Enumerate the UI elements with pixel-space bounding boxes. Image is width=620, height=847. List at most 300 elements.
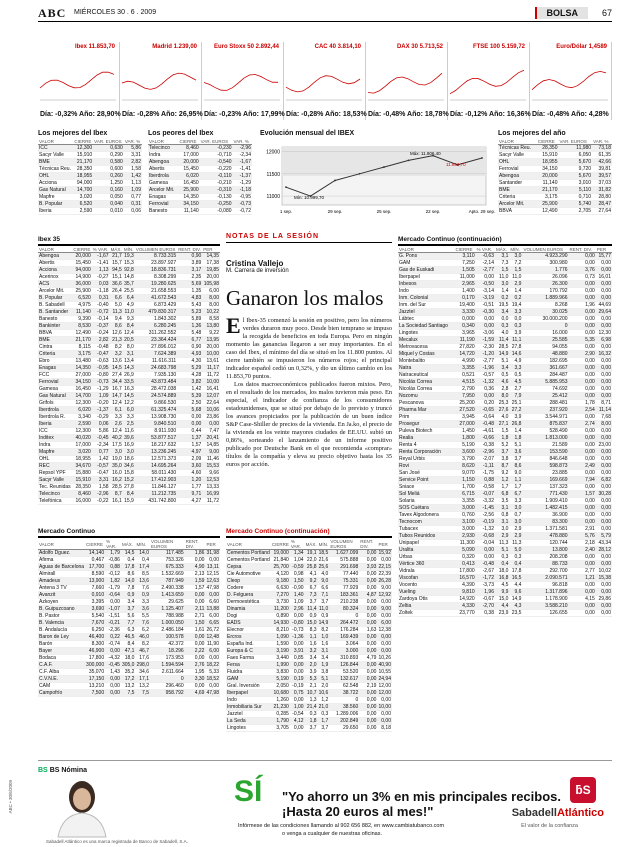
table-cell: 15,450 bbox=[178, 166, 199, 173]
table-cell: 0,00 bbox=[596, 582, 612, 589]
table-cell: 0,00 bbox=[105, 683, 121, 690]
table-cell: -0,24 bbox=[92, 330, 110, 337]
table-cell: 0,00 bbox=[569, 414, 596, 421]
table-cell: 6,6 bbox=[110, 295, 123, 302]
table-cell: 3,705 bbox=[271, 725, 290, 732]
table-cell: 0,00 bbox=[569, 323, 596, 330]
table-cell: 3,440 bbox=[271, 655, 290, 662]
table-cell: 16.000 bbox=[522, 330, 568, 337]
table-cell: 0,710 bbox=[558, 194, 592, 201]
table-cell: 3,7 bbox=[318, 725, 330, 732]
table-cell: 15,880 bbox=[72, 470, 91, 477]
table-cell: 1,790 bbox=[271, 718, 290, 725]
table-cell: 4,90 bbox=[185, 564, 206, 571]
table-cell: 17,800 bbox=[85, 655, 105, 662]
table-cell: 0,00 bbox=[596, 512, 612, 519]
table-cell: 0,00 bbox=[596, 323, 612, 330]
column-header: % VAR. bbox=[476, 247, 495, 253]
table-cell: Bankinter bbox=[38, 323, 72, 330]
table-cell: 6,630 bbox=[271, 585, 290, 592]
table-cell: 3,30 bbox=[185, 676, 206, 683]
table-cell: 9,6 bbox=[509, 589, 522, 596]
table-cell: 3,340 bbox=[72, 414, 91, 421]
table-cell: -2,67 bbox=[476, 568, 495, 575]
table-row bbox=[38, 599, 220, 606]
table-cell: 5,190 bbox=[455, 442, 476, 449]
table-cell: B. Pastor bbox=[38, 613, 85, 620]
table-cell: 24.574.889 bbox=[135, 393, 177, 400]
table-row bbox=[38, 435, 220, 442]
table-cell: 28,5 bbox=[110, 484, 123, 491]
table-cell: 0,00 bbox=[177, 421, 202, 428]
table-row bbox=[398, 414, 612, 421]
index-day-var: Día: -0,23% bbox=[204, 111, 242, 118]
table-cell: 12,490 bbox=[72, 330, 91, 337]
table-cell: Zeltia bbox=[398, 603, 455, 610]
table-cell: 74.692 bbox=[522, 386, 568, 393]
table-cell: 7,270 bbox=[271, 592, 290, 599]
table-cell: 3,3 bbox=[135, 599, 150, 606]
table-cell: 5,33 bbox=[205, 669, 220, 676]
table-cell: 0,00 bbox=[476, 274, 495, 281]
table-cell: Mecalux bbox=[398, 337, 455, 344]
index-sparkline-line bbox=[286, 76, 360, 92]
table-cell: 0,03 bbox=[92, 281, 110, 288]
table-cell: BME bbox=[38, 337, 72, 344]
table-cell: 1,79 bbox=[105, 550, 121, 557]
table-cell: 3,010 bbox=[558, 180, 592, 187]
table-cell: 176.284 bbox=[329, 627, 359, 634]
table-cell: 1,82 bbox=[105, 578, 121, 585]
table-cell: 10,00 bbox=[202, 351, 220, 358]
table-cell: -3,73 bbox=[476, 582, 495, 589]
table-cell: 8,2 bbox=[318, 627, 330, 634]
table-cell: BBVA bbox=[38, 330, 72, 337]
index-year-var: Año: 26,95% bbox=[159, 111, 203, 118]
table-cell: 0,00 bbox=[359, 711, 377, 718]
table-cell: 6,98 bbox=[596, 337, 612, 344]
table-cell: 14,5 bbox=[110, 365, 123, 372]
table-cell: 1,61 bbox=[185, 627, 206, 634]
table-cell: -2,96 bbox=[476, 449, 495, 456]
table-row bbox=[38, 187, 142, 194]
table-row bbox=[226, 634, 392, 641]
table-cell: 10,22 bbox=[202, 309, 220, 316]
table-cell: 14,7 bbox=[110, 393, 123, 400]
table-cell: 3,2 bbox=[110, 351, 123, 358]
bs-logo-icon: BS bbox=[38, 767, 48, 774]
index-variation bbox=[530, 111, 611, 118]
worst-day-title: Los peores del Ibex bbox=[148, 130, 214, 137]
column-header: CIERRE bbox=[73, 247, 91, 252]
table-cell: Tubos Reunidos bbox=[398, 533, 455, 540]
table-cell: 34,670 bbox=[72, 463, 91, 470]
table-cell: Jazztel bbox=[398, 309, 455, 316]
table-cell: 169.439 bbox=[329, 634, 359, 641]
table-cell: 0,00 bbox=[202, 421, 220, 428]
table-cell: 3.588.210 bbox=[522, 603, 568, 610]
column-header: VAR. EUROS bbox=[558, 139, 592, 145]
table-cell: 12,490 bbox=[537, 208, 559, 215]
table-cell: 0 bbox=[329, 613, 359, 620]
table-row bbox=[38, 166, 142, 173]
table-row bbox=[398, 589, 612, 596]
table-cell: -0,65 bbox=[476, 407, 495, 414]
table-cell: 9,22 bbox=[202, 330, 220, 337]
index-name: Euro Stoxx 50 2.892,44 bbox=[213, 44, 279, 50]
table-cell: Sniace bbox=[398, 484, 455, 491]
table-cell: -2,70 bbox=[476, 603, 495, 610]
table-cell: -0,30 bbox=[476, 309, 495, 316]
mercado-continuo-panel bbox=[38, 528, 220, 697]
table-cell: 3,60 bbox=[177, 463, 202, 470]
table-cell: 5,35 bbox=[569, 337, 596, 344]
table-cell: 10,00 bbox=[378, 704, 391, 710]
table-cell: 3,600 bbox=[455, 449, 476, 456]
table-cell: 0,050 bbox=[93, 194, 124, 201]
chart-point bbox=[334, 180, 336, 182]
table-cell: 2,76 bbox=[185, 662, 206, 669]
table-row bbox=[398, 295, 612, 302]
table-cell: 0,890 bbox=[271, 613, 290, 620]
table-cell: 12,30 bbox=[596, 330, 612, 337]
table-cell: 2,0 bbox=[318, 683, 330, 690]
table-cell: -0,64 bbox=[476, 414, 495, 421]
table-cell: 0,4 bbox=[121, 557, 136, 564]
table-cell: 0,00 bbox=[569, 330, 596, 337]
table-cell: 0,00 bbox=[596, 463, 612, 470]
table-cell: 3,000 bbox=[455, 526, 476, 533]
table-cell: 310.893 bbox=[329, 655, 359, 662]
table-row bbox=[398, 400, 612, 407]
table-cell: 11,0 bbox=[318, 606, 329, 612]
table-cell: 3,730 bbox=[271, 599, 290, 606]
table-cell: 20,00 bbox=[202, 344, 220, 351]
table-cell: 1.000.050 bbox=[150, 620, 185, 627]
table-cell: 27,2 bbox=[509, 407, 522, 414]
table-cell: 0,00 bbox=[359, 648, 377, 655]
table-cell: 3,4 bbox=[318, 655, 330, 662]
table-cell: 44,69 bbox=[596, 302, 612, 309]
table-cell: 0,00 bbox=[359, 718, 377, 725]
table-cell: 4,0 bbox=[495, 414, 509, 421]
index-sparkline-line bbox=[368, 73, 442, 93]
table-cell: 1.482.415 bbox=[522, 505, 568, 512]
table-cell: 25,6 bbox=[318, 564, 329, 570]
article-paragraph: El Ibex-35 comenzó la sesión en positivo, pero los números verdes duraron muy poco. Desde bien temprano se impuso la recogida de beneficios en toda Europa. Pero en ningún momento las ganancias llegaron a ser muy importantes. En el caso del Ibex, el mínimo del día se situó en los 11.800 puntos. Al cierre también se impusieron los números rojos; el principal indicador español cedió un 0,32%, y dio un último cambio en los 11.853,70 puntos. bbox=[226, 313, 392, 380]
table-cell: 8.308.299 bbox=[135, 274, 177, 281]
table-cell: 13,61 bbox=[202, 358, 220, 365]
table-cell: 0,00 bbox=[205, 592, 220, 599]
table-cell: -0,51 bbox=[476, 302, 495, 309]
table-cell: BME bbox=[498, 187, 537, 194]
ad-slogan: El valor de la confianza bbox=[521, 823, 578, 829]
table-row bbox=[148, 208, 252, 215]
table-cell: -2,77 bbox=[476, 358, 495, 365]
table-cell: 0,00 bbox=[596, 260, 612, 267]
table-cell: 0,3 bbox=[509, 323, 522, 330]
table-cell: 13,2 bbox=[121, 683, 136, 690]
table-cell: 0,600 bbox=[93, 166, 124, 173]
table-cell: 3,0 bbox=[495, 526, 509, 533]
table-cell: 6,020 bbox=[178, 173, 199, 180]
table-cell: -0,73 bbox=[290, 627, 305, 634]
table-cell: -0,72 bbox=[233, 208, 252, 215]
table-cell: -0,04 bbox=[476, 540, 495, 547]
chart-x-tick-label: 29 sep. bbox=[327, 209, 343, 214]
table-cell: 0,00 bbox=[596, 561, 612, 568]
table-cell: 0,00 bbox=[359, 676, 377, 683]
table-cell: Ferrovial bbox=[38, 379, 72, 386]
table-cell: 0,31 bbox=[92, 295, 110, 302]
table-cell: D. Felguera bbox=[226, 592, 271, 599]
table-cell: 1,42 bbox=[92, 456, 110, 463]
table-cell: 300.980 bbox=[522, 260, 568, 267]
table-cell: -0,710 bbox=[200, 152, 233, 159]
table-cell: Sacyr Valle bbox=[38, 152, 73, 159]
table-cell: 0,00 bbox=[569, 561, 596, 568]
table-cell: 17,800 bbox=[455, 568, 476, 575]
table-cell: 1,34 bbox=[290, 550, 305, 557]
table-cell: 305,0 bbox=[121, 662, 135, 668]
table-row bbox=[38, 592, 220, 599]
best-year-table bbox=[498, 139, 612, 215]
table-cell: 39,81 bbox=[592, 166, 612, 173]
table-cell: 0,00 bbox=[105, 690, 121, 697]
table-cell: 0,00 bbox=[377, 557, 392, 564]
table-cell: 8,460 bbox=[178, 145, 199, 152]
table-cell: Vértice 360 bbox=[398, 561, 455, 568]
table-cell: 0,00 bbox=[569, 393, 596, 400]
table-cell: 117.485 bbox=[150, 550, 185, 557]
table-cell: -0,45 bbox=[92, 435, 110, 442]
table-cell: 16,99 bbox=[202, 491, 220, 498]
table-cell: Natra bbox=[398, 365, 455, 372]
table-cell: 25.585 bbox=[522, 337, 568, 344]
table-cell: 28,350 bbox=[72, 484, 91, 491]
table-row bbox=[148, 145, 252, 152]
table-cell: -1,29 bbox=[233, 180, 252, 187]
best-year-title: Los mejores del año bbox=[498, 130, 566, 137]
table-cell: 88.733 bbox=[522, 561, 568, 568]
table-cell: 0,00 bbox=[569, 428, 596, 435]
table-cell: -1,59 bbox=[476, 337, 495, 344]
side-code: ABC • 30/6/2009 bbox=[8, 780, 13, 814]
table-cell: 0,9 bbox=[305, 613, 318, 620]
column-header: % VAR. bbox=[92, 247, 109, 252]
table-cell: 17,2 bbox=[121, 676, 136, 683]
table-cell: 0,00 bbox=[596, 386, 612, 393]
table-cell: 0,00 bbox=[596, 449, 612, 456]
table-cell: -0,48 bbox=[92, 344, 110, 351]
table-cell: -0,110 bbox=[200, 173, 233, 180]
table-cell: 1,96 bbox=[476, 589, 495, 596]
table-cell: -1,96 bbox=[476, 365, 495, 372]
table-cell: 31,82 bbox=[592, 187, 612, 194]
table-cell: 3,0 bbox=[509, 505, 522, 512]
table-cell: 13,480 bbox=[72, 358, 91, 365]
table-cell: Realia bbox=[398, 435, 455, 442]
table-cell: 182.695 bbox=[522, 358, 568, 365]
table-cell: 1,505 bbox=[455, 267, 476, 274]
table-cell: 3,4 bbox=[495, 365, 509, 372]
table-cell: Reyal Urbis bbox=[398, 456, 455, 463]
table-cell: OHL bbox=[498, 159, 537, 166]
table-cell: SOS Cuétara bbox=[398, 505, 455, 512]
table-cell: 3,5 bbox=[495, 498, 509, 505]
table-cell: Montebalito bbox=[398, 358, 455, 365]
table-cell: 8,7 bbox=[110, 491, 123, 498]
table-cell: 11,000 bbox=[455, 274, 476, 281]
table-cell: 2,590 bbox=[73, 208, 93, 215]
table-cell: 8,0 bbox=[495, 393, 509, 400]
index-box bbox=[366, 42, 448, 120]
table-cell: 58.011.430 bbox=[135, 470, 177, 477]
table-cell: -0,230 bbox=[200, 145, 233, 152]
table-cell: 14,9 bbox=[495, 351, 509, 358]
table-cell: 0,00 bbox=[185, 683, 206, 690]
table-cell: -0,22 bbox=[92, 498, 110, 505]
table-cell: 7,7 bbox=[121, 620, 136, 627]
chart-min-label: Mín: 10.999,70 bbox=[294, 195, 325, 200]
table-cell: ICC bbox=[38, 428, 72, 435]
index-sparkline-line bbox=[532, 71, 606, 89]
monthly-line-chart bbox=[260, 139, 496, 219]
table-cell: 0,00 bbox=[377, 599, 392, 606]
table-cell: 2,9 bbox=[509, 526, 522, 533]
best-day-title: Los mejores del Ibex bbox=[38, 130, 108, 137]
table-cell: 1,36 bbox=[177, 323, 202, 330]
table-cell: 3,690 bbox=[85, 606, 105, 613]
table-cell: 3,3 bbox=[123, 414, 135, 421]
table-cell: -0,54 bbox=[290, 711, 305, 718]
index-box bbox=[120, 42, 202, 120]
table-cell: 62.548 bbox=[329, 683, 359, 690]
chart-point bbox=[285, 186, 287, 188]
table-cell: FCC bbox=[38, 372, 72, 379]
table-cell: Abertis bbox=[148, 166, 178, 173]
table-cell: 26.096 bbox=[522, 274, 568, 281]
table-cell: 7,670 bbox=[85, 620, 105, 627]
table-cell: 3,020 bbox=[72, 449, 91, 456]
table-cell: 29.625 bbox=[150, 599, 185, 606]
table-cell: 1,95 bbox=[185, 669, 206, 676]
table-cell: 0,00 bbox=[359, 613, 377, 620]
table-cell: B. Santander bbox=[38, 309, 72, 316]
table-cell: 0,00 bbox=[596, 393, 612, 400]
table-cell: -0,20 bbox=[92, 400, 110, 407]
table-cell: 8,460 bbox=[72, 491, 91, 498]
table-cell: 3,9 bbox=[509, 330, 522, 337]
table-cell: 21.589 bbox=[522, 442, 568, 449]
table-cell: 2,77 bbox=[569, 568, 596, 575]
table-cell: -1,45 bbox=[476, 505, 495, 512]
index-name: Euro/Dólar 1,4589 bbox=[556, 44, 607, 50]
index-sparkline bbox=[286, 54, 362, 102]
ad-promo-line2: ¡Hasta 20 euros al mes!" bbox=[282, 804, 434, 819]
table-cell: 3,7 bbox=[305, 599, 318, 606]
table-cell: 3,31 bbox=[92, 477, 110, 484]
table-cell: -0,72 bbox=[92, 309, 110, 316]
table-cell: G. Pons bbox=[398, 253, 455, 260]
table-cell: 6,520 bbox=[73, 201, 93, 208]
table-row bbox=[38, 274, 220, 281]
table-row bbox=[38, 379, 220, 386]
column-header: VAR. % bbox=[592, 139, 612, 145]
table-cell: 132.617 bbox=[329, 676, 359, 683]
table-cell: 19,000 bbox=[271, 550, 290, 557]
table-cell: 17,700 bbox=[85, 564, 105, 571]
table-cell: 1,400 bbox=[455, 288, 476, 295]
table-cell: Inm. Colonial bbox=[398, 295, 455, 302]
table-cell: Azkoyen bbox=[38, 599, 85, 606]
table-cell: 0,00 bbox=[359, 606, 377, 613]
table-cell: 0,00 bbox=[569, 309, 596, 316]
table-cell: 1,40 bbox=[290, 592, 305, 599]
table-cell: 1.178.900 bbox=[522, 596, 568, 603]
table-cell: 9,00 bbox=[202, 449, 220, 456]
table-cell: 2,82 bbox=[92, 337, 110, 344]
table-cell: 4,3 bbox=[509, 603, 522, 610]
table-row bbox=[38, 641, 220, 648]
table-cell: 1,59 bbox=[185, 578, 206, 585]
table-cell: 0,9 bbox=[318, 613, 330, 620]
table-cell: 1,43 bbox=[105, 669, 121, 676]
table-cell: 788.988 bbox=[150, 613, 185, 620]
table-cell: 0,00 bbox=[569, 582, 596, 589]
table-cell: 8,7 bbox=[495, 463, 509, 470]
table-cell: 0,00 bbox=[596, 288, 612, 295]
table-cell: 771.430 bbox=[522, 491, 568, 498]
table-cell: 11,980 bbox=[558, 145, 592, 152]
table-cell: -4,61 bbox=[476, 428, 495, 435]
table-cell: 17,1 bbox=[135, 676, 150, 683]
table-cell: 292.700 bbox=[522, 568, 568, 575]
table-cell: 2,965 bbox=[455, 281, 476, 288]
table-cell: 11.846.127 bbox=[135, 484, 177, 491]
table-cell: 46,400 bbox=[85, 634, 105, 641]
table-cell: 1,8 bbox=[495, 435, 509, 442]
table-cell: 1,6 bbox=[318, 641, 330, 648]
table-cell: Nicolás Correa bbox=[398, 386, 455, 393]
table-cell: 27,8 bbox=[509, 344, 522, 351]
table-cell: 25.412 bbox=[522, 393, 568, 400]
table-cell: 18,5 bbox=[318, 550, 329, 556]
index-day-var: Día: -0,48% bbox=[368, 111, 406, 118]
table-cell: 4,28 bbox=[177, 372, 202, 379]
table-cell: 13.800 bbox=[522, 547, 568, 554]
table-row bbox=[226, 592, 392, 599]
table-cell: 0,00 bbox=[377, 711, 392, 718]
table-cell: 14,8 bbox=[124, 274, 134, 280]
table-cell: -0,45 bbox=[105, 662, 121, 669]
table-cell: 6,00 bbox=[377, 620, 392, 627]
table-cell: 0,910 bbox=[85, 592, 105, 599]
table-cell: 38.722 bbox=[329, 690, 359, 697]
table-row bbox=[226, 599, 392, 606]
table-cell: 2,705 bbox=[558, 208, 592, 215]
table-cell: 36,6 bbox=[110, 281, 123, 288]
table-cell: 4,0 bbox=[495, 330, 509, 337]
column-header: CIERRE bbox=[178, 139, 199, 145]
table-cell: 18.217.632 bbox=[135, 442, 177, 449]
table-row bbox=[398, 323, 612, 330]
table-cell: 0,00 bbox=[596, 295, 612, 302]
index-day-var: Día: -0,12% bbox=[450, 111, 488, 118]
table-row bbox=[148, 194, 252, 201]
table-row bbox=[398, 610, 612, 617]
index-sparkline bbox=[40, 54, 116, 102]
